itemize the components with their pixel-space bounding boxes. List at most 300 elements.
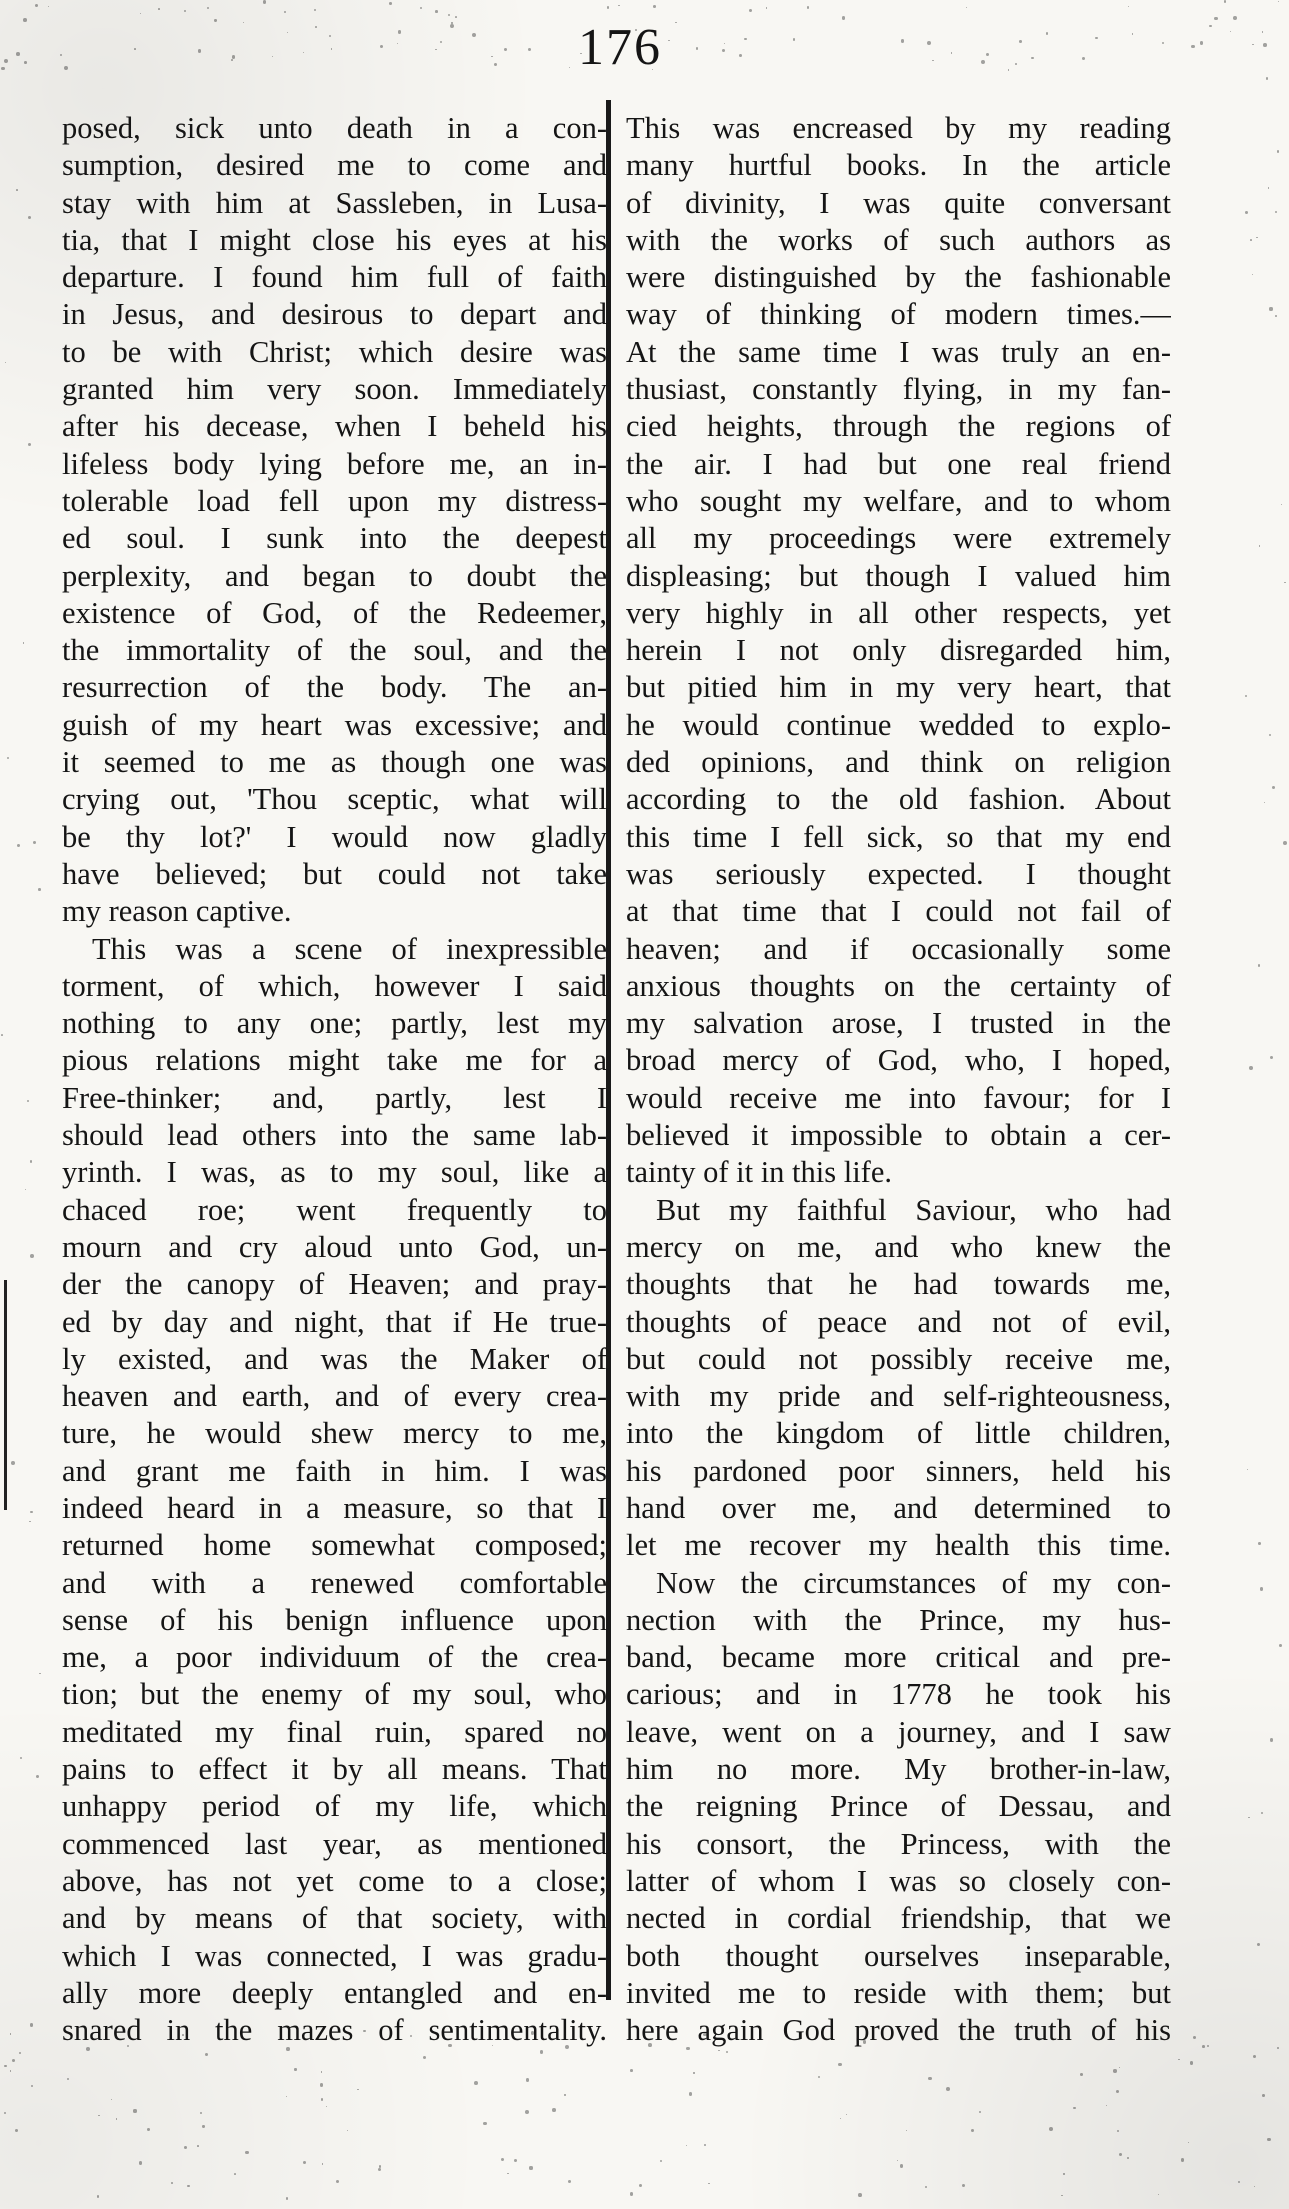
scan-speckle: [501, 2158, 504, 2161]
scan-speckle: [1248, 1817, 1249, 1818]
scan-speckle: [286, 2197, 288, 2199]
scan-speckle: [1128, 6, 1129, 7]
scan-speckle: [504, 48, 507, 51]
scan-speckle: [1258, 1542, 1261, 1545]
text-line: stay with him at Sassleben, in Lusa-: [62, 185, 607, 220]
text-line: At the same time I was truly an en-: [626, 334, 1171, 369]
text-line: ed by day and night, that if He true-: [62, 1304, 607, 1339]
text-line: anxious thoughts on the certainty of: [626, 968, 1171, 1003]
scan-speckle: [187, 2185, 190, 2188]
scan-speckle: [648, 2043, 652, 2047]
scan-speckle: [1284, 582, 1285, 583]
scan-speckle: [29, 1521, 30, 1522]
text-line: carious; and in 1778 he took his: [626, 1677, 1171, 1712]
page-number: 176: [578, 19, 662, 76]
scan-speckle: [708, 2183, 709, 2184]
scan-speckle: [420, 7, 422, 9]
scan-speckle: [200, 2112, 202, 2114]
text-line: but pitied him in my very heart, that: [626, 670, 1171, 705]
scan-speckle: [397, 43, 398, 44]
scan-speckle: [16, 52, 20, 56]
scan-speckle: [1162, 42, 1164, 44]
text-line: cied heights, through the regions of: [626, 409, 1171, 444]
scan-speckle: [565, 2045, 569, 2049]
scan-speckle: [455, 16, 457, 18]
scan-speckle: [329, 35, 332, 38]
scan-speckle: [686, 2047, 689, 2050]
scan-speckle: [448, 14, 450, 16]
scan-speckle: [30, 1160, 33, 1163]
scan-speckle: [12, 2059, 15, 2062]
scan-speckle: [1209, 25, 1211, 27]
scan-speckle: [726, 2051, 728, 2053]
text-line: ly existed, and was the Maker of: [62, 1341, 607, 1376]
text-line: herein I not only disregarded him,: [626, 633, 1171, 668]
scan-speckle: [1132, 33, 1134, 35]
scan-speckle: [1275, 211, 1277, 213]
text-line: latter of whom I was so closely con-: [626, 1863, 1171, 1898]
scan-speckle: [1238, 2181, 1240, 2183]
scan-speckle: [207, 7, 210, 10]
scan-speckle: [111, 2099, 112, 2100]
scan-speckle: [35, 4, 38, 7]
scan-speckle: [686, 2145, 687, 2146]
scan-speckle: [28, 443, 31, 446]
scan-speckle: [1214, 17, 1217, 20]
scan-speckle: [184, 2146, 187, 2149]
scan-speckle: [86, 2047, 90, 2051]
scan-speckle: [303, 52, 304, 53]
scan-speckle: [272, 56, 273, 57]
text-line: nection with the Prince, my hus-: [626, 1602, 1171, 1637]
scan-speckle: [1270, 1738, 1273, 1741]
scan-speckle: [1119, 2067, 1120, 2068]
scan-speckle: [1256, 237, 1257, 238]
scan-speckle: [906, 2130, 907, 2131]
text-line: his consort, the Princess, with the: [626, 1826, 1171, 1861]
scan-speckle: [64, 66, 68, 70]
scan-speckle: [1283, 841, 1287, 845]
scan-speckle: [243, 22, 244, 23]
scan-speckle: [971, 2129, 974, 2132]
scan-speckle: [435, 49, 436, 50]
scan-speckle: [928, 2077, 932, 2081]
scan-speckle: [27, 1100, 30, 1103]
scan-speckle: [139, 2161, 142, 2164]
scan-speckle: [231, 59, 233, 61]
scan-speckle: [20, 1757, 22, 1759]
text-line: very highly in all other respects, yet: [626, 595, 1171, 630]
scan-speckle: [981, 60, 985, 64]
scan-speckle: [214, 19, 216, 21]
text-line: hand over me, and determined to: [626, 1490, 1171, 1525]
text-line: tainty of it in this life.: [626, 1155, 892, 1190]
text-line: have believed; but could not take: [62, 856, 607, 891]
text-line: his pardoned poor sinners, held his: [626, 1453, 1171, 1488]
text-line: Now the circumstances of my con-: [656, 1565, 1171, 1600]
scan-speckle: [1279, 1644, 1282, 1647]
text-line: heaven; and if occasionally some: [626, 931, 1171, 966]
scan-speckle: [840, 2118, 842, 2120]
scan-speckle: [1277, 150, 1279, 152]
scan-speckle: [1207, 2045, 1209, 2047]
scan-speckle: [1249, 1066, 1253, 1070]
scan-speckle: [660, 2160, 662, 2162]
text-line: way of thinking of modern times.—: [626, 297, 1171, 332]
scan-speckle: [389, 2, 392, 5]
scan-speckle: [423, 2056, 426, 2059]
scan-speckle: [321, 2071, 322, 2072]
text-line: the air. I had but one real friend: [626, 446, 1171, 481]
text-line: perplexity, and began to doubt the: [62, 558, 607, 593]
text-line: let me recover my health this time.: [626, 1528, 1171, 1563]
scan-speckle: [1267, 2138, 1270, 2141]
scan-speckle: [472, 33, 476, 37]
text-line: sense of his benign influence upon: [62, 1602, 607, 1637]
text-line: above, has not yet come to a close;: [62, 1863, 607, 1898]
scan-speckle: [528, 48, 531, 51]
text-line: broad mercy of God, who, I hoped,: [626, 1043, 1171, 1078]
scan-speckle: [1277, 2047, 1279, 2049]
text-line: nothing to any one; partly, lest my: [62, 1006, 607, 1041]
scan-speckle: [1116, 2090, 1119, 2093]
scan-speckle: [1082, 57, 1085, 60]
scan-speckle: [580, 53, 581, 54]
text-line: commenced last year, as mentioned: [62, 1826, 607, 1861]
text-line: mourn and cry aloud unto God, un-: [62, 1229, 607, 1264]
scan-speckle: [245, 2151, 249, 2155]
text-line: ed soul. I sunk into the deepest: [62, 521, 607, 556]
scan-speckle: [133, 2109, 136, 2112]
text-line: meditated my final ruin, spared no: [62, 1714, 607, 1749]
text-line: ded opinions, and think on religion: [626, 745, 1171, 780]
scan-speckle: [807, 6, 809, 8]
scan-speckle: [1178, 2059, 1180, 2061]
scan-speckle: [540, 2050, 544, 2054]
scan-speckle: [696, 47, 699, 50]
text-line: tolerable load fell upon my distress-: [62, 483, 607, 518]
scan-speckle: [321, 2098, 324, 2101]
text-line: this time I fell sick, so that my end: [626, 819, 1171, 854]
scan-speckle: [36, 1775, 39, 1778]
scan-speckle: [19, 2052, 21, 2054]
scan-speckle: [284, 11, 287, 14]
scan-speckle: [1, 1034, 3, 1036]
scan-speckle: [331, 48, 332, 49]
text-line: Free-thinker; and, partly, lest I: [62, 1080, 607, 1115]
text-line: invited me to reside with them; but: [626, 1975, 1171, 2010]
scan-speckle: [474, 2081, 478, 2085]
scan-speckle: [675, 22, 676, 23]
scan-speckle: [326, 2106, 328, 2108]
scan-speckle: [925, 2186, 927, 2188]
scan-speckle: [986, 53, 989, 56]
text-line: was seriously expected. I thought: [626, 856, 1171, 891]
scan-speckle: [1015, 63, 1017, 65]
scan-speckle: [1258, 964, 1260, 966]
scan-speckle: [1262, 2094, 1265, 2097]
scan-speckle: [1113, 2069, 1116, 2072]
scan-speckle: [1269, 307, 1272, 310]
scan-speckle: [435, 10, 438, 13]
text-line: according to the old fashion. About: [626, 782, 1171, 817]
scan-speckle: [507, 2173, 508, 2174]
scan-speckle: [98, 2115, 100, 2117]
scan-speckle: [842, 16, 845, 19]
text-line: into the kingdom of little children,: [626, 1416, 1171, 1451]
scan-speckle: [1158, 2194, 1159, 2195]
text-line: This was encreased by my reading: [626, 111, 1171, 145]
scan-speckle: [97, 2195, 100, 2198]
scan-speckle: [1250, 239, 1252, 241]
scan-speckle: [286, 2096, 287, 2097]
scan-speckle: [858, 2193, 862, 2197]
scan-speckle: [198, 49, 201, 52]
scan-speckle: [171, 2182, 173, 2184]
scan-speckle: [1080, 2073, 1083, 2076]
scan-speckle: [724, 43, 725, 44]
scan-speckle: [1257, 1943, 1260, 1946]
text-line: pains to effect it by all means. That: [62, 1752, 607, 1787]
scan-speckle: [232, 55, 236, 59]
scan-speckle: [1252, 274, 1253, 275]
scan-speckle: [630, 2069, 633, 2072]
scan-speckle: [4, 2065, 7, 2068]
scan-speckle: [336, 2180, 339, 2183]
scan-speckle: [1073, 2107, 1075, 2109]
text-line: should lead others into the same lab-: [62, 1118, 607, 1153]
text-line: nected in cordial friendship, that we: [626, 1901, 1171, 1936]
scan-speckle: [962, 2184, 965, 2187]
scan-speckle: [1106, 2105, 1107, 2106]
scan-speckle: [1063, 2173, 1064, 2174]
scan-speckle: [322, 2163, 324, 2165]
scan-speckle: [4, 2112, 6, 2114]
scan-speckle: [568, 2180, 571, 2183]
text-line: thusiast, constantly flying, in my fan-: [626, 372, 1171, 407]
scan-speckle: [10, 2033, 12, 2035]
scan-speckle: [1049, 2127, 1053, 2131]
scan-speckle: [1095, 37, 1098, 40]
scan-speckle: [1266, 77, 1268, 79]
scan-speckle: [1061, 2195, 1063, 2197]
scan-speckle: [448, 2044, 452, 2048]
scan-speckle: [630, 2192, 634, 2196]
text-line: and with a renewed comfortable: [62, 1565, 607, 1600]
text-line: unhappy period of my life, which: [62, 1789, 607, 1824]
text-line: me, a poor individuum of the crea-: [62, 1640, 607, 1675]
scan-speckle: [529, 2166, 532, 2169]
scan-speckle: [1281, 504, 1283, 506]
scan-speckle: [818, 2076, 820, 2078]
scan-speckle: [315, 26, 317, 28]
text-line: at that time that I could not fail of: [626, 894, 1171, 929]
scan-speckle: [294, 2068, 296, 2070]
scan-speckle: [1268, 187, 1269, 188]
scan-speckle: [28, 216, 31, 219]
text-line: with my pride and self-righteousness,: [626, 1379, 1171, 1414]
scan-speckle: [16, 189, 18, 191]
scan-speckle: [514, 2159, 517, 2162]
scan-speckle: [30, 1254, 34, 1258]
scan-speckle: [483, 2122, 487, 2126]
text-line: he would continue wedded to explo-: [626, 707, 1171, 742]
scan-speckle: [946, 2087, 950, 2091]
scan-speckle: [1233, 16, 1237, 20]
scan-speckle: [1224, 0, 1226, 2]
text-line: heaven and earth, and of every crea-: [62, 1379, 607, 1414]
scan-speckle: [531, 2031, 534, 2034]
scan-speckle: [863, 2040, 867, 2044]
scan-speckle: [1245, 695, 1247, 697]
text-line: the immortality of the soul, and the: [62, 633, 607, 668]
scan-speckle: [7, 757, 9, 759]
scan-speckle: [653, 5, 656, 8]
scan-speckle: [23, 642, 24, 643]
scan-speckle: [31, 2085, 33, 2087]
scan-speckle: [739, 54, 742, 57]
scan-speckle: [927, 41, 931, 45]
text-line: lifeless body lying before me, an in-: [62, 446, 607, 481]
scan-speckle: [624, 32, 625, 33]
scan-speckle: [491, 56, 493, 58]
scan-speckle: [39, 1673, 41, 1675]
scan-speckle: [1046, 32, 1049, 35]
text-line: him no more. My brother-in-law,: [626, 1752, 1171, 1787]
scan-speckle: [1127, 2157, 1129, 2159]
scan-speckle: [347, 2130, 348, 2131]
scan-speckle: [202, 2125, 204, 2127]
scan-speckle: [1262, 31, 1264, 33]
right-text-column: [626, 110, 1171, 2049]
text-line: mercy on me, and who knew the: [626, 1229, 1171, 1264]
scan-speckle: [607, 6, 609, 8]
scan-speckle: [722, 49, 725, 52]
text-line: which I was connected, I was gradu-: [62, 1938, 607, 1973]
text-line: believed it impossible to obtain a cer-: [626, 1118, 1171, 1153]
scan-speckle: [1278, 1, 1279, 2]
scan-speckle: [526, 2078, 529, 2081]
scan-speckle: [744, 38, 747, 41]
text-line: thoughts that he had towards me,: [626, 1267, 1171, 1302]
scan-speckle: [48, 6, 49, 7]
scan-speckle: [134, 48, 136, 50]
scan-speckle: [1263, 43, 1267, 47]
scan-speckle: [901, 39, 904, 42]
scan-speckle: [718, 2050, 720, 2052]
scan-speckle: [1253, 2055, 1256, 2058]
scan-speckle: [1252, 44, 1254, 46]
scan-speckle: [450, 24, 454, 28]
scan-speckle: [303, 2161, 306, 2164]
scan-speckle: [897, 2160, 898, 2161]
scan-speckle: [1270, 1056, 1273, 1059]
scan-speckle: [1245, 211, 1248, 214]
scan-speckle: [147, 2128, 150, 2131]
scan-speckle: [378, 2168, 381, 2171]
scan-speckle: [60, 54, 62, 56]
text-line: sumption, desired me to come and: [62, 148, 607, 183]
scan-speckle: [766, 7, 767, 8]
text-line: leave, went on a journey, and I saw: [626, 1714, 1171, 1749]
scan-speckle: [639, 2184, 642, 2187]
text-line: indeed heard in a measure, so that I: [62, 1490, 607, 1525]
text-line: posed, sick unto death in a con-: [62, 111, 607, 145]
scan-speckle: [846, 2114, 847, 2115]
scan-speckle: [693, 2072, 694, 2073]
left-text-column: [62, 110, 607, 2049]
text-line: This was a scene of inexpressible: [92, 931, 607, 966]
text-line: my reason captive.: [62, 894, 292, 929]
scan-speckle: [900, 2164, 904, 2168]
scan-speckle: [1, 67, 5, 71]
scan-speckle: [440, 41, 442, 43]
scan-speckle: [1117, 2130, 1119, 2132]
scan-speckle: [1247, 1469, 1249, 1471]
scan-speckle: [793, 38, 795, 40]
scan-speckle: [140, 13, 141, 14]
scan-speckle: [158, 8, 160, 10]
text-line: chaced roe; went frequently to: [62, 1192, 607, 1227]
scan-speckle: [838, 2063, 841, 2066]
scan-speckle: [24, 61, 27, 64]
text-line: existence of God, of the Redeemer,: [62, 595, 607, 630]
scan-speckle: [33, 841, 36, 844]
text-line: all my proceedings were extremely: [626, 521, 1171, 556]
text-line: resurrection of the body. The an-: [62, 670, 607, 705]
scan-speckle: [1230, 31, 1232, 33]
scan-speckle: [1031, 57, 1034, 60]
text-line: many hurtful books. In the article: [626, 148, 1171, 183]
scan-speckle: [10, 2070, 11, 2071]
text-line: and by means of that society, with: [62, 1901, 607, 1936]
scan-speckle: [398, 30, 402, 34]
scan-speckle: [25, 1189, 26, 1190]
scan-speckle: [320, 2083, 324, 2087]
scan-speckle: [30, 1511, 33, 1514]
scan-speckle: [1259, 545, 1261, 547]
scan-speckle: [966, 7, 967, 8]
scan-speckle: [38, 888, 41, 891]
scan-speckle: [1181, 2158, 1185, 2162]
text-line: departure. I found him full of faith: [62, 260, 607, 295]
scan-speckle: [380, 45, 383, 48]
scan-speckle: [1188, 2142, 1189, 2143]
scan-speckle: [749, 9, 752, 12]
scan-speckle: [1119, 2153, 1122, 2156]
scan-speckle: [1191, 45, 1195, 49]
scan-speckle: [5, 362, 6, 363]
scan-speckle: [184, 10, 186, 12]
text-line: after his decease, when I beheld his: [62, 409, 607, 444]
scan-speckle: [1272, 786, 1275, 789]
text-line: But my faithful Saviour, who had: [656, 1192, 1171, 1227]
scan-speckle: [1008, 69, 1009, 70]
scan-speckle: [932, 60, 933, 61]
scan-speckle: [205, 2053, 208, 2056]
text-line: here again God proved the truth of his: [626, 2013, 1171, 2048]
scan-speckle: [234, 2173, 236, 2175]
scan-speckle: [116, 2118, 118, 2120]
scan-speckle: [1254, 2186, 1255, 2187]
scan-speckle: [263, 0, 266, 3]
scan-speckle: [703, 2033, 706, 2036]
text-line: would receive me into favour; for I: [626, 1080, 1171, 1115]
scan-speckle: [11, 1461, 15, 1465]
text-line: ally more deeply entangled and en-: [62, 1975, 607, 2010]
scan-speckle: [286, 2047, 290, 2051]
text-line: ture, he would shew mercy to me,: [62, 1416, 607, 1451]
